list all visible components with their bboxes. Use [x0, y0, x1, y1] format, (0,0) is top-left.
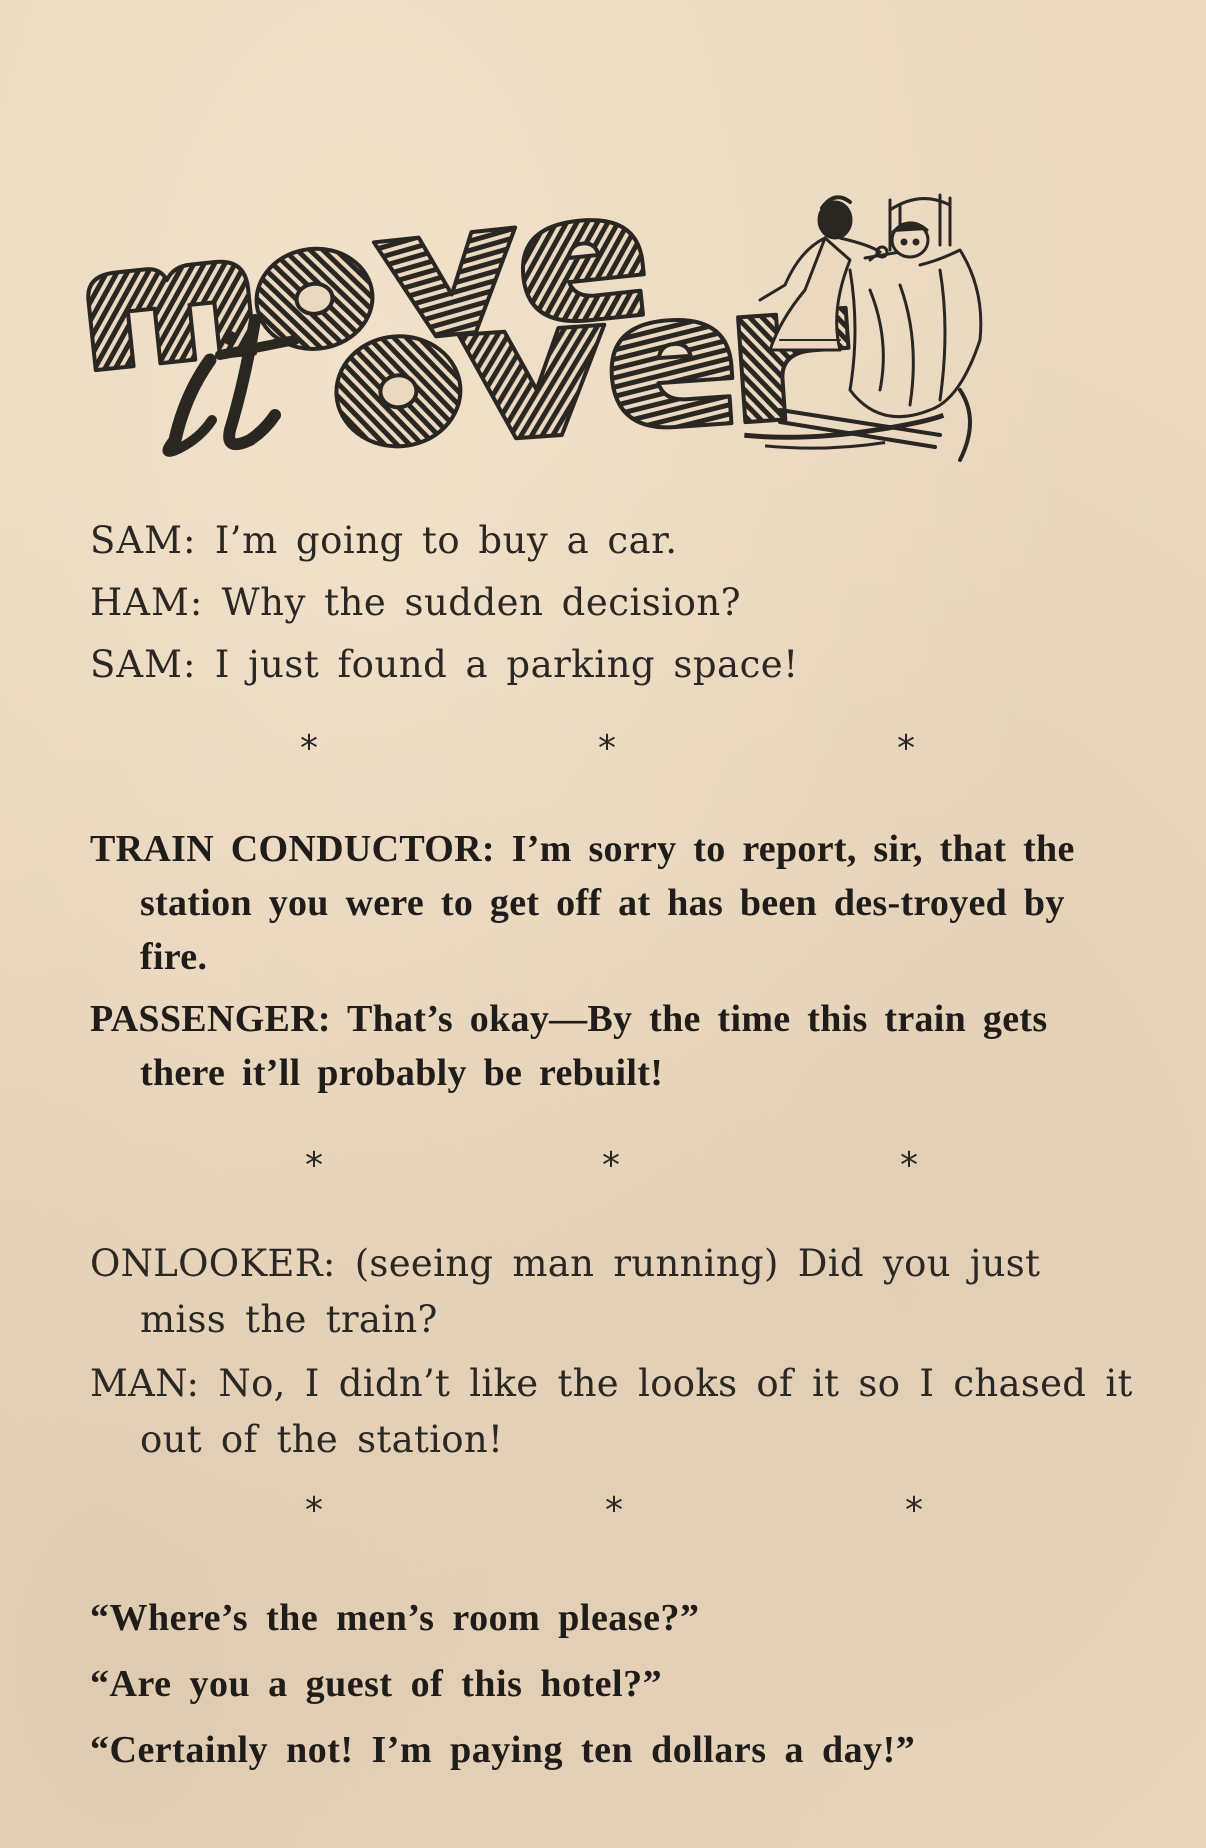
dialogue-text: I’m sorry to report, sir, that the station you were to get off at has been des-troyed by fire.: [140, 828, 1075, 978]
dialogue-text: I just found a parking space!: [214, 643, 799, 686]
quote-text: “Certainly not! I’m paying ten dollars a day!”: [90, 1729, 916, 1771]
separator-2: [0, 1145, 1206, 1195]
dialogue-text: No, I didn’t like the looks of it so I chased it out of the station!: [140, 1362, 1133, 1461]
joke-2: [90, 822, 1140, 1108]
dialogue-paragraph: [90, 1356, 1140, 1468]
separator-star: *: [305, 1490, 323, 1531]
quote-text: “Are you a guest of this hotel?”: [90, 1663, 663, 1705]
speaker-label: MAN:: [90, 1362, 200, 1405]
separator-star: *: [605, 1490, 623, 1531]
dialogue-text: (seeing man running) Did you just miss the train?: [140, 1242, 1041, 1341]
quote-line: [90, 1585, 1130, 1651]
separator-1: [0, 728, 1206, 778]
speaker-label: ONLOOKER:: [90, 1242, 336, 1285]
speaker-label: SAM:: [90, 643, 197, 686]
quote-text: “Where’s the men’s room please?”: [90, 1597, 700, 1639]
dialogue-line: [90, 634, 1130, 696]
title-over-letters: [333, 299, 945, 482]
dialogue-paragraph: [90, 992, 1140, 1100]
dialogue-paragraph: [90, 822, 1140, 984]
separator-star: *: [602, 1145, 620, 1186]
dialogue-text: That’s okay—By the time this train gets there it’ll probably be rebuilt!: [140, 998, 1048, 1094]
quote-line: [90, 1651, 1130, 1717]
joke-3: [90, 1236, 1140, 1476]
speaker-label: TRAIN CONDUCTOR:: [90, 828, 495, 870]
separator-star: *: [905, 1490, 923, 1531]
dialogue-paragraph: [90, 1236, 1140, 1348]
joke-4: [90, 1585, 1130, 1783]
speaker-label: HAM:: [90, 581, 204, 624]
separator-3: [0, 1490, 1206, 1540]
joke-1: [90, 510, 1130, 696]
nurse-serving-patient-in-bed-illustration: [760, 195, 981, 460]
quote-line: [90, 1717, 1130, 1783]
dialogue-text: Why the sudden decision?: [221, 581, 742, 624]
separator-star: *: [305, 1145, 323, 1186]
speaker-label: SAM:: [90, 519, 197, 562]
title-logo: [80, 190, 1120, 490]
title-artwork: [80, 190, 1120, 490]
dialogue-line: [90, 572, 1130, 634]
dialogue-line: [90, 510, 1130, 572]
separator-star: *: [598, 728, 616, 769]
separator-star: *: [900, 1145, 918, 1186]
speaker-label: PASSENGER:: [90, 998, 331, 1040]
separator-star: *: [897, 728, 915, 769]
dialogue-text: I’m going to buy a car.: [214, 519, 678, 562]
separator-star: *: [300, 728, 318, 769]
